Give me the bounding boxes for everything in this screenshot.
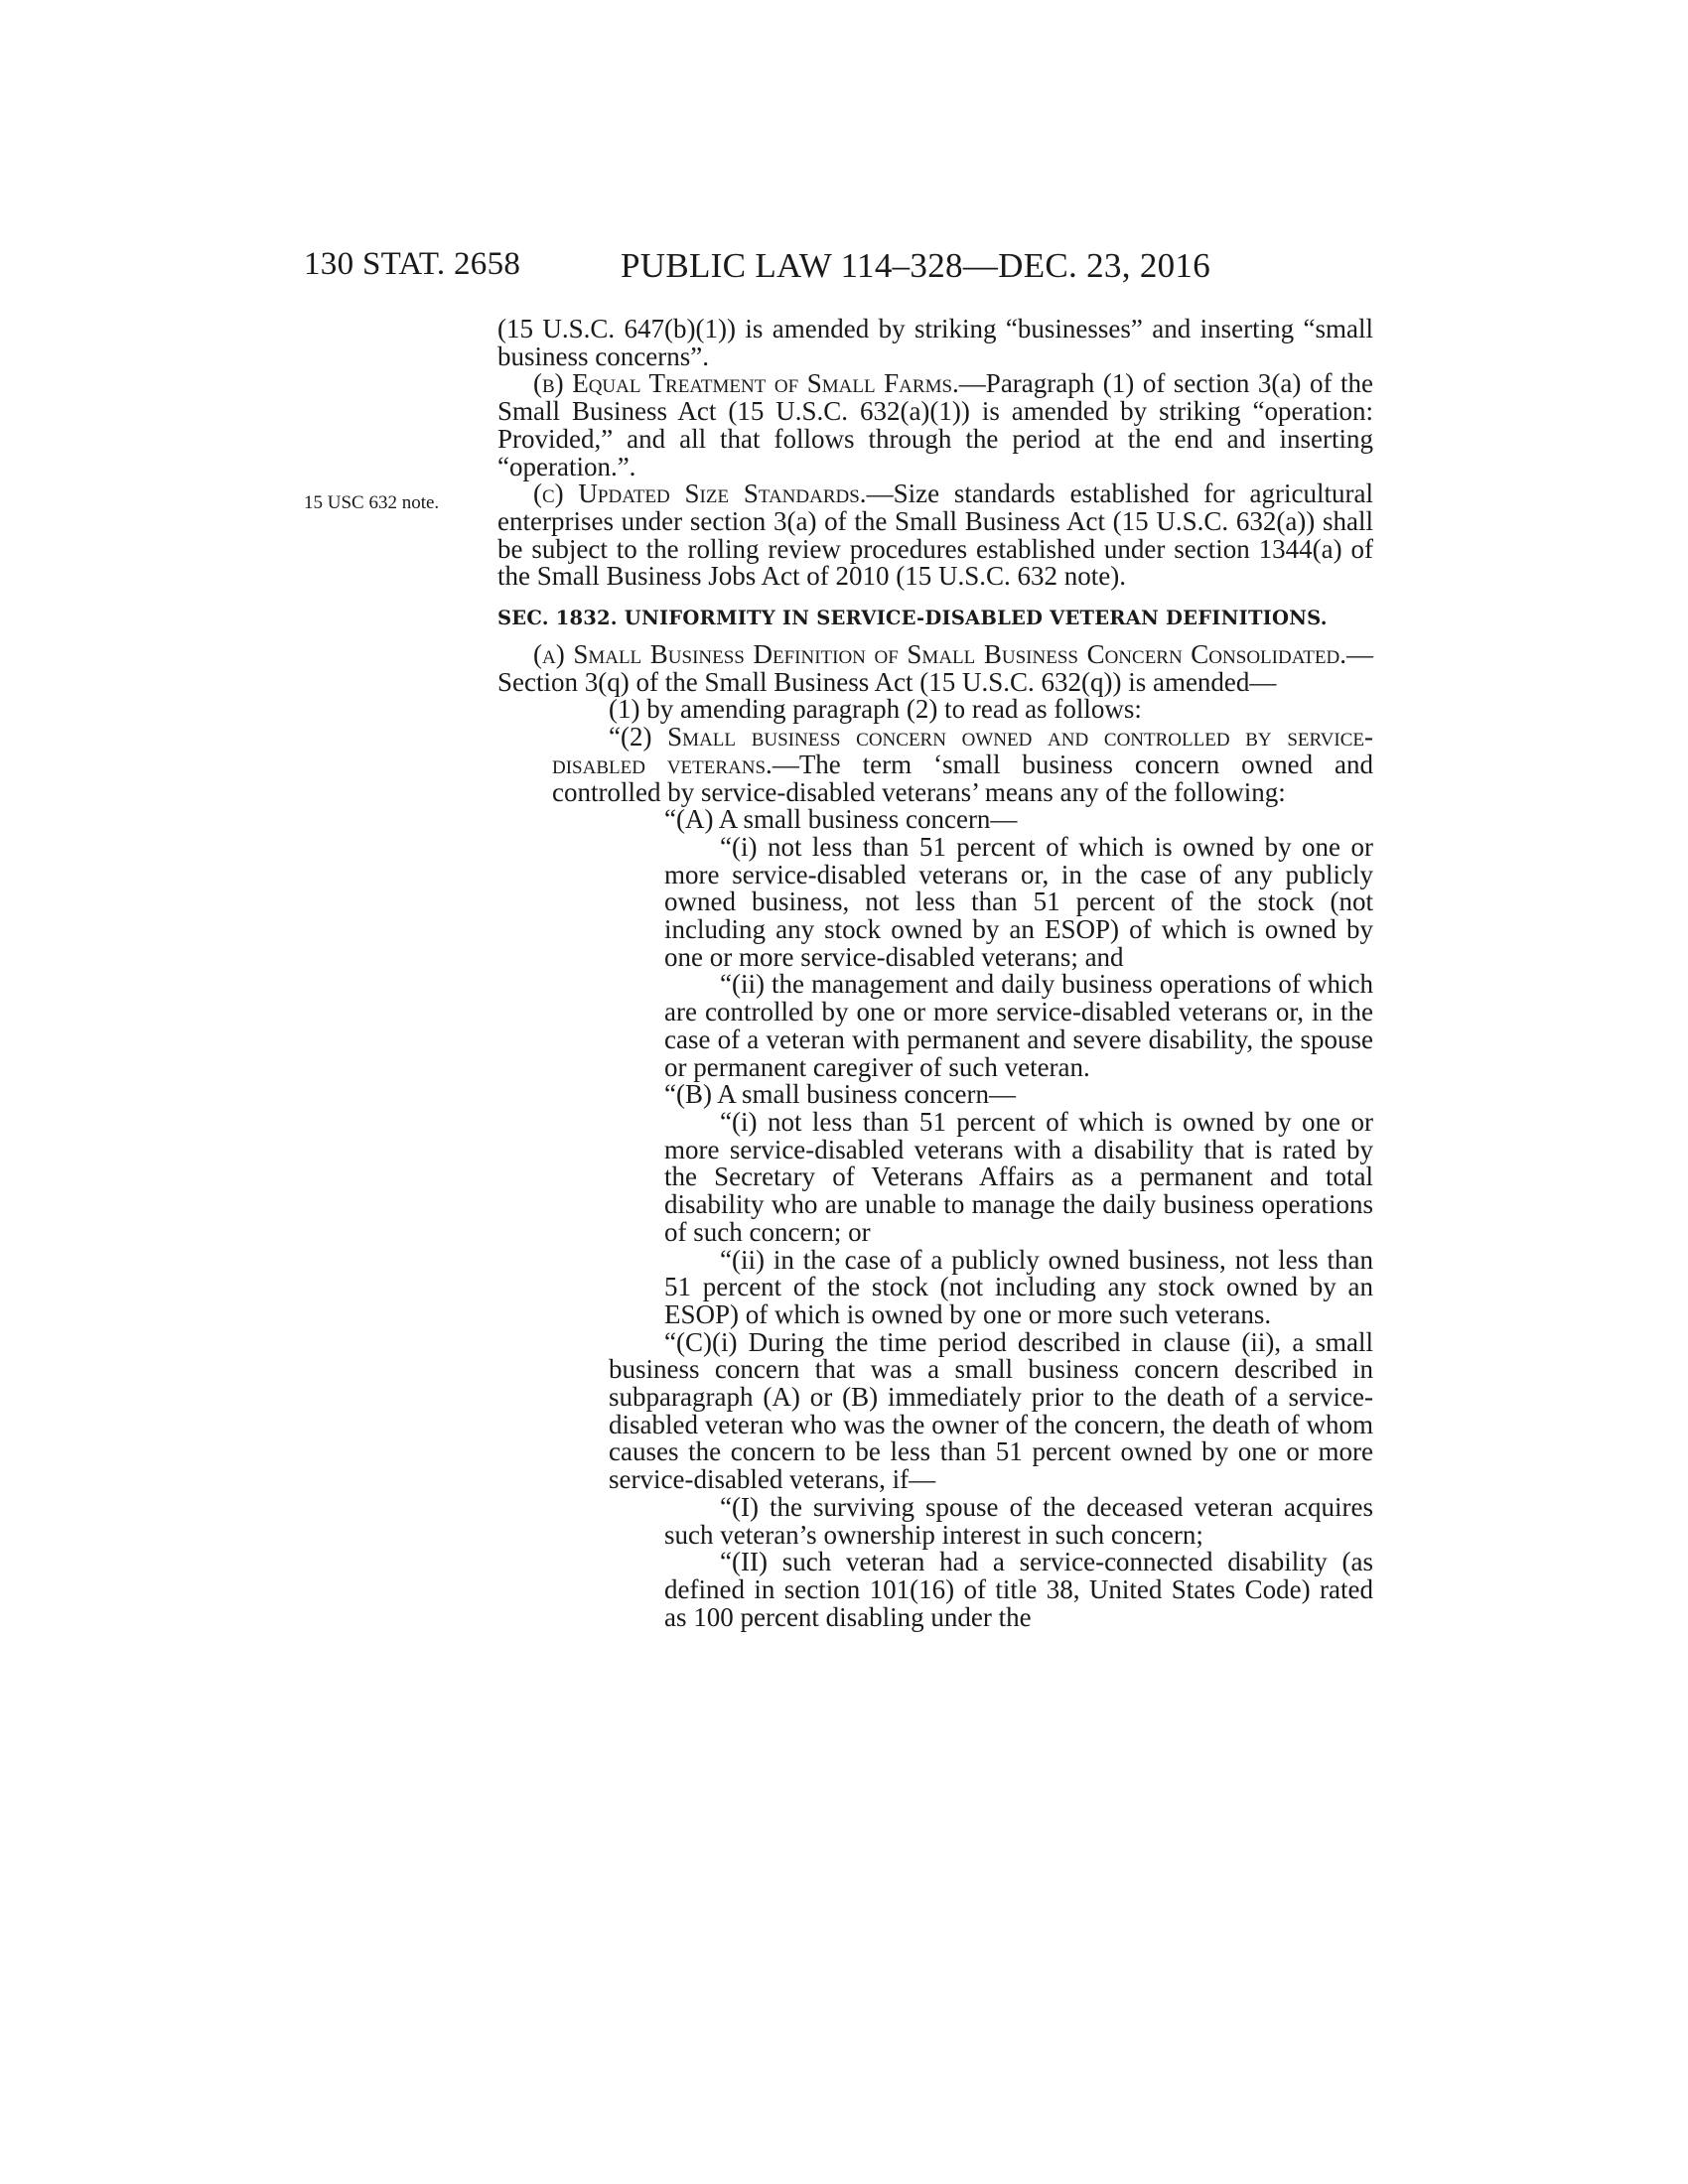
- subclause-II: “(II) such veteran had a service-connected disability (as defined in section 101(16) of title 38, United States Code) rated as 100 percent disabling under the: [664, 1547, 1373, 1632]
- clause-A-ii: “(ii) the management and daily business operations of which are controlled by one or more service-disabled veterans or, in the case of a veteran with permanent and severe disability, the spouse or permanent caregiver of such veteran.: [664, 969, 1373, 1082]
- statute-page-number: 130 STAT. 2658: [304, 246, 521, 282]
- paragraph-heading: (b) Equal Treatment of Small Farms.: [533, 368, 959, 399]
- paragraph-heading: (a) Small Business Definition of Small Business Concern Consolidated.: [533, 639, 1346, 670]
- margin-note: 15 USC 632 note.: [304, 492, 440, 513]
- subparagraph-B: “(B) A small business concern—: [664, 1079, 1016, 1110]
- paragraph-1: (1) by amending paragraph (2) to read as follows:: [609, 694, 1142, 725]
- paragraph-body: —Size standards established for agricultural enterprises under section 3(a) of the Small Business Act (15 U.S.C. 632(a)) shall be subject to the rolling review procedures established under section 1344(a) of the Small Business Jobs Act of 2010 (15 U.S.C. 632 note).: [497, 478, 1373, 592]
- paragraph-c: [497, 480, 1373, 591]
- paragraph-body: —Section 3(q) of the Small Business Act (15 U.S.C. 632(q)) is amended—: [497, 639, 1373, 697]
- section-heading: SEC. 1832. UNIFORMITY IN SERVICE-DISABLED VETERAN DEFINITIONS.: [497, 607, 1328, 630]
- paragraph-heading: (c) Updated Size Standards.: [533, 478, 867, 509]
- subclause-I: “(I) the surviving spouse of the deceased veteran acquires such veteran’s ownership interest in such concern;: [664, 1491, 1373, 1550]
- clause-A-i: “(i) not less than 51 percent of which is owned by one or more service-disabled veterans or, in the case of any publicly owned business, not less than 51 percent of the stock (not including any stock owned by an ESOP) of which is owned by one or more service-disabled veterans; and: [664, 831, 1373, 972]
- paragraph-a: [497, 641, 1373, 696]
- subparagraph-A: “(A) A small business concern—: [664, 804, 1018, 835]
- clause-B-i: “(i) not less than 51 percent of which is owned by one or more service-disabled veterans with a disability that is rated by the Secretary of Veterans Affairs as a permanent and total disability who are unable to manage the daily business operations of such concern; or: [664, 1106, 1373, 1247]
- document-body: [497, 316, 1373, 1631]
- paragraph-2: [497, 724, 1373, 806]
- clause-B-ii: “(ii) in the case of a publicly owned business, not less than 51 percent of the stock (not including any stock owned by an ESOP) of which is owned by one or more such veterans.: [664, 1244, 1373, 1329]
- paragraph-heading: “(2) Small business concern owned and controlled by service-disabled veterans.: [552, 722, 1373, 779]
- paragraph-body: —The term ‘small business concern owned and controlled by service-disabled veterans’ means any of the following:: [552, 749, 1374, 807]
- paragraph-b: [497, 370, 1373, 480]
- paragraph-body: —Paragraph (1) of section 3(a) of the Small Business Act (15 U.S.C. 632(a)(1)) is amended by striking “operation: Provided,” and all that follows through the period at the end and inserting “operation.”.: [497, 368, 1373, 481]
- running-head: PUBLIC LAW 114–328—DEC. 23, 2016: [621, 246, 1211, 285]
- paragraph-continuation: (15 U.S.C. 647(b)(1)) is amended by striking “businesses” and inserting “small business concerns”.: [497, 314, 1373, 371]
- subparagraph-C: “(C)(i) During the time period described in clause (ii), a small business concern that was a small business concern described in subparagraph (A) or (B) immediately prior to the death of a service-disabled veteran who was the owner of the concern, the death of whom causes the concern to be less than 51 percent owned by one or more service-disabled veterans, if—: [609, 1326, 1373, 1495]
- page-header: [0, 246, 1688, 296]
